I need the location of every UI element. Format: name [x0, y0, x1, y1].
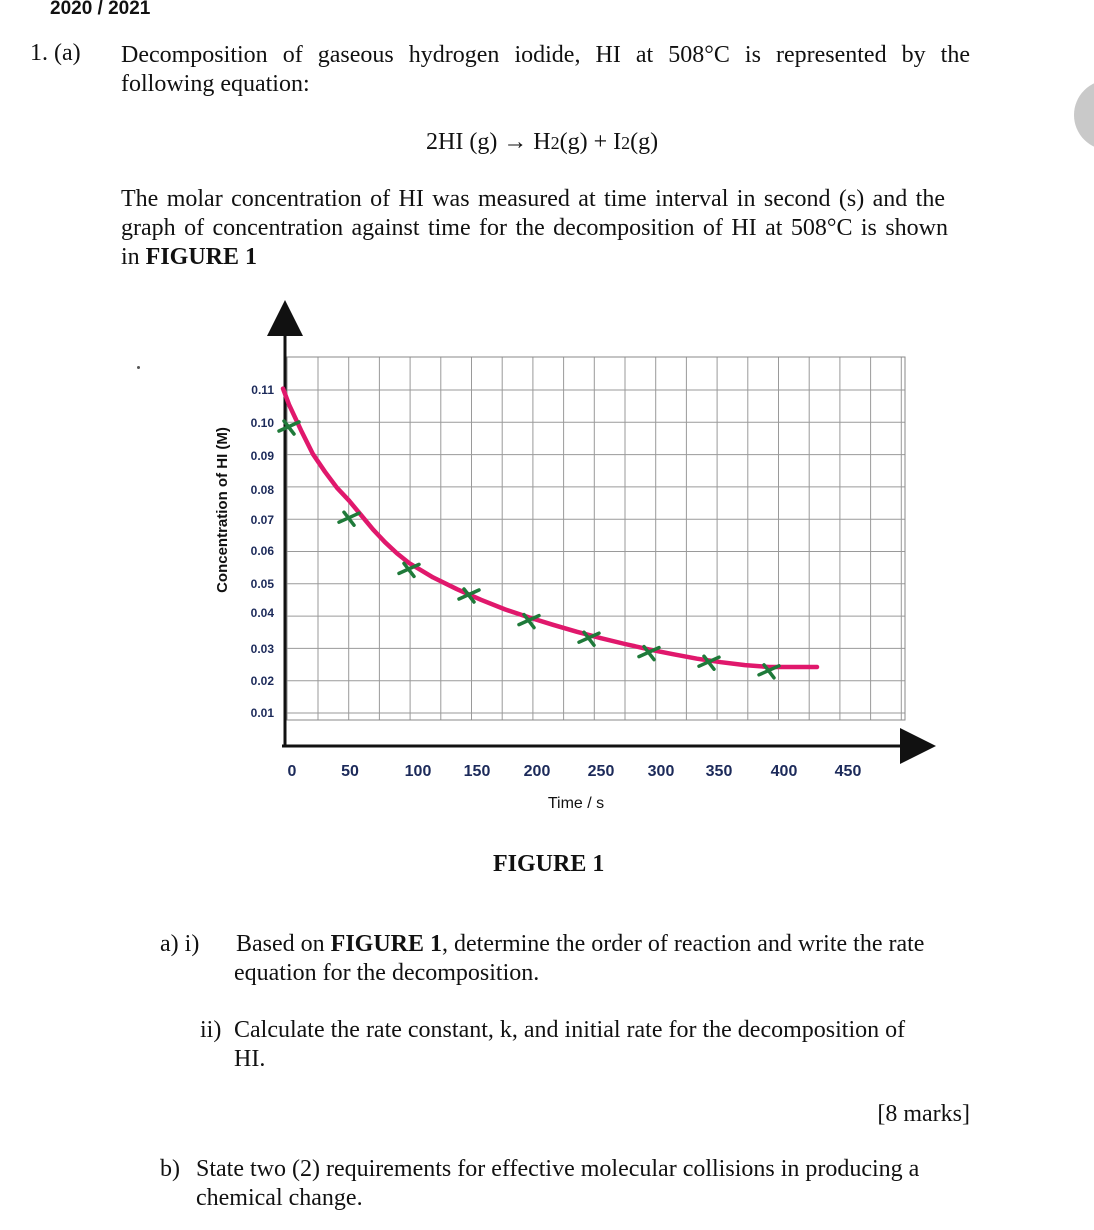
equation-sub-2: 2: [621, 133, 631, 153]
subquestion-a-ii-label: ii): [200, 1017, 222, 1043]
subquestion-a-ii-line-1: Calculate the rate constant, k, and initial rate for the decomposition of: [234, 1017, 906, 1043]
a-i-pre: Based on: [236, 931, 331, 957]
equation-lhs: 2HI (g) → H: [426, 129, 551, 155]
paragraph-2-line-3-pre: in: [121, 244, 146, 270]
y-tick-label: 0.10: [250, 416, 274, 430]
paragraph-2-line-1: The molar concentration of HI was measured at time interval in second (s) and the: [121, 186, 945, 212]
x-tick-label: 200: [523, 763, 551, 780]
y-tick-label: 0.03: [250, 642, 274, 656]
y-tick-label: 0.07: [250, 513, 274, 527]
x-tick-label: 350: [705, 763, 733, 780]
y-tick-label: 0.11: [251, 383, 274, 397]
subquestion-b-label: b): [160, 1156, 180, 1182]
data-points-layer: [279, 421, 779, 678]
subquestion-b-line-2: chemical change.: [196, 1185, 363, 1211]
concentration-curve: [283, 389, 817, 667]
y-tick-label: 0.02: [250, 674, 274, 688]
question-number: 1. (a): [30, 40, 81, 66]
x-tick-label: 300: [647, 763, 675, 780]
year-header: 2020 / 2021: [50, 0, 151, 19]
y-tick-label: 0.08: [250, 483, 274, 497]
data-point-marker: [279, 421, 299, 434]
x-tick-label: 0: [287, 763, 297, 780]
subquestion-a-label: a) i): [160, 931, 200, 957]
x-tick-label: 250: [587, 763, 615, 780]
figure-caption: FIGURE 1: [493, 851, 605, 877]
subquestion-b-line-1: State two (2) requirements for effective molecular collisions in producing a: [196, 1156, 920, 1182]
x-tick-label: 450: [834, 763, 862, 780]
equation-mid: (g) + I: [559, 129, 622, 155]
figure-reference: FIGURE 1: [145, 244, 258, 270]
y-tick-label: 0.05: [250, 577, 274, 591]
x-tick-label: 50: [341, 763, 359, 780]
y-axis-label: Concentration of HI (M): [214, 427, 231, 593]
y-tick-label: 0.09: [250, 449, 274, 463]
subquestion-a-i-line-1: [236, 930, 924, 959]
y-tick-label: 0.06: [250, 544, 274, 558]
x-axis-label: Time / s: [547, 795, 605, 812]
y-tick-labels: [251, 383, 275, 720]
x-tick-label: 400: [770, 763, 798, 780]
marks: [8 marks]: [877, 1101, 970, 1127]
equation-sub-1: 2: [550, 133, 560, 153]
y-tick-label: 0.01: [250, 706, 274, 720]
y-tick-label: 0.04: [250, 606, 274, 620]
x-tick-labels: [288, 763, 862, 780]
x-tick-label: 100: [404, 763, 432, 780]
equation-rhs: (g): [630, 129, 659, 155]
subquestion-a-i-line-2: equation for the decomposition.: [234, 960, 540, 986]
a-i-post: , determine the order of reaction and write the rate: [442, 931, 925, 957]
paragraph-2-line-2: graph of concentration against time for the decomposition of HI at 508°C is shown: [121, 215, 948, 241]
intro-line-1: Decomposition of gaseous hydrogen iodide, HI at 508°C is represented by the: [121, 42, 970, 68]
a-i-figure-ref: FIGURE 1: [330, 931, 442, 957]
x-tick-label: 150: [463, 763, 491, 780]
subquestion-a-ii-line-2: HI.: [234, 1046, 266, 1072]
intro-line-2: following equation:: [121, 71, 310, 97]
concentration-curve-layer: [283, 389, 817, 667]
